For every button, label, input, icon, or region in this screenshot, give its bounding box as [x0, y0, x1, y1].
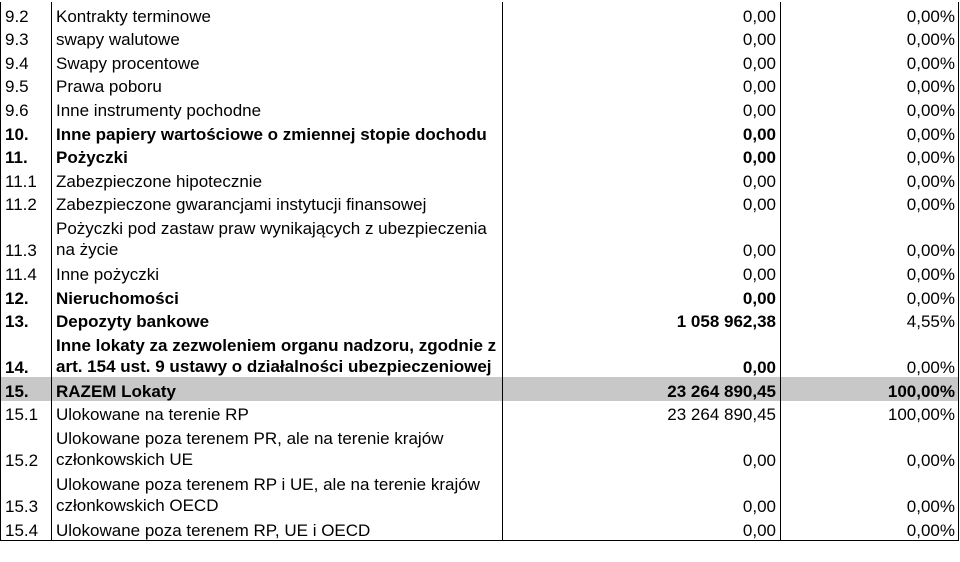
row-description: Prawa poboru	[52, 73, 503, 97]
row-percent: 0,00%	[781, 470, 959, 516]
row-percent: 0,00%	[781, 26, 959, 50]
row-value: 0,00	[503, 96, 781, 120]
row-percent: 0,00%	[781, 73, 959, 97]
row-number: 9.5	[1, 73, 52, 97]
row-percent: 100,00%	[781, 401, 959, 425]
row-value: 0,00	[503, 260, 781, 284]
row-value: 0,00	[503, 120, 781, 144]
row-description: Ulokowane poza terenem PR, ale na terenie krajów członkowskich UE	[52, 424, 503, 470]
row-description: Kontrakty terminowe	[52, 2, 503, 26]
row-value: 0,00	[503, 516, 781, 540]
row-percent: 0,00%	[781, 49, 959, 73]
row-number: 14.	[1, 331, 52, 377]
row-percent: 0,00%	[781, 120, 959, 144]
row-percent: 0,00%	[781, 144, 959, 168]
row-number: 15.3	[1, 470, 52, 516]
row-value: 1 058 962,38	[503, 308, 781, 332]
row-number: 15.	[1, 377, 52, 401]
row-value: 23 264 890,45	[503, 401, 781, 425]
row-description: Inne pożyczki	[52, 260, 503, 284]
table-row	[1, 2, 959, 26]
row-number: 9.3	[1, 26, 52, 50]
table-row	[1, 516, 959, 540]
row-number: 15.2	[1, 424, 52, 470]
table-row	[1, 191, 959, 215]
total-row	[1, 377, 959, 401]
row-description: Nieruchomości	[52, 284, 503, 308]
row-percent: 0,00%	[781, 284, 959, 308]
row-number: 11.1	[1, 167, 52, 191]
table-row	[1, 96, 959, 120]
table-row	[1, 120, 959, 144]
row-percent: 4,55%	[781, 308, 959, 332]
row-number: 9.2	[1, 2, 52, 26]
row-description: Zabezpieczone gwarancjami instytucji finansowej	[52, 191, 503, 215]
row-number: 9.6	[1, 96, 52, 120]
row-percent: 0,00%	[781, 331, 959, 377]
row-percent: 0,00%	[781, 260, 959, 284]
row-number: 11.	[1, 144, 52, 168]
row-description: swapy walutowe	[52, 26, 503, 50]
row-number: 15.4	[1, 516, 52, 540]
row-value: 0,00	[503, 470, 781, 516]
table-row	[1, 470, 959, 516]
row-description: Ulokowane na terenie RP	[52, 401, 503, 425]
table-row	[1, 167, 959, 191]
row-percent: 0,00%	[781, 424, 959, 470]
row-number: 11.2	[1, 191, 52, 215]
investments-table	[0, 2, 959, 541]
row-percent: 0,00%	[781, 2, 959, 26]
row-description: Pożyczki	[52, 144, 503, 168]
row-description: Zabezpieczone hipotecznie	[52, 167, 503, 191]
row-number: 15.1	[1, 401, 52, 425]
row-percent: 0,00%	[781, 191, 959, 215]
row-description: Inne lokaty za zezwoleniem organu nadzoru, zgodnie z art. 154 ust. 9 ustawy o działalności ubezpieczeniowej	[52, 331, 503, 377]
table-row	[1, 331, 959, 377]
table-row	[1, 26, 959, 50]
table-row	[1, 424, 959, 470]
row-value: 0,00	[503, 49, 781, 73]
row-description: RAZEM Lokaty	[52, 377, 503, 401]
row-description: Ulokowane poza terenem RP, UE i OECD	[52, 516, 503, 540]
table-row	[1, 308, 959, 332]
row-description: Pożyczki pod zastaw praw wynikających z ubezpieczenia na życie	[52, 214, 503, 260]
row-number: 11.3	[1, 214, 52, 260]
table-row	[1, 73, 959, 97]
table-row	[1, 260, 959, 284]
row-value: 0,00	[503, 26, 781, 50]
row-description: Ulokowane poza terenem RP i UE, ale na terenie krajów członkowskich OECD	[52, 470, 503, 516]
row-percent: 0,00%	[781, 214, 959, 260]
row-number: 10.	[1, 120, 52, 144]
table-row	[1, 144, 959, 168]
row-percent: 0,00%	[781, 516, 959, 540]
row-number: 12.	[1, 284, 52, 308]
row-value: 0,00	[503, 331, 781, 377]
row-number: 9.4	[1, 49, 52, 73]
row-value: 0,00	[503, 191, 781, 215]
row-percent: 0,00%	[781, 96, 959, 120]
row-description: Swapy procentowe	[52, 49, 503, 73]
row-percent: 100,00%	[781, 377, 959, 401]
row-value: 0,00	[503, 73, 781, 97]
row-description: Inne instrumenty pochodne	[52, 96, 503, 120]
row-description: Inne papiery wartościowe o zmiennej stopie dochodu	[52, 120, 503, 144]
row-number: 11.4	[1, 260, 52, 284]
row-value: 23 264 890,45	[503, 377, 781, 401]
table-row	[1, 214, 959, 260]
row-value: 0,00	[503, 214, 781, 260]
table-row	[1, 49, 959, 73]
row-number: 13.	[1, 308, 52, 332]
row-value: 0,00	[503, 2, 781, 26]
row-value: 0,00	[503, 144, 781, 168]
table-row	[1, 401, 959, 425]
row-value: 0,00	[503, 284, 781, 308]
row-description: Depozyty bankowe	[52, 308, 503, 332]
row-value: 0,00	[503, 167, 781, 191]
row-value: 0,00	[503, 424, 781, 470]
row-percent: 0,00%	[781, 167, 959, 191]
table-row	[1, 284, 959, 308]
